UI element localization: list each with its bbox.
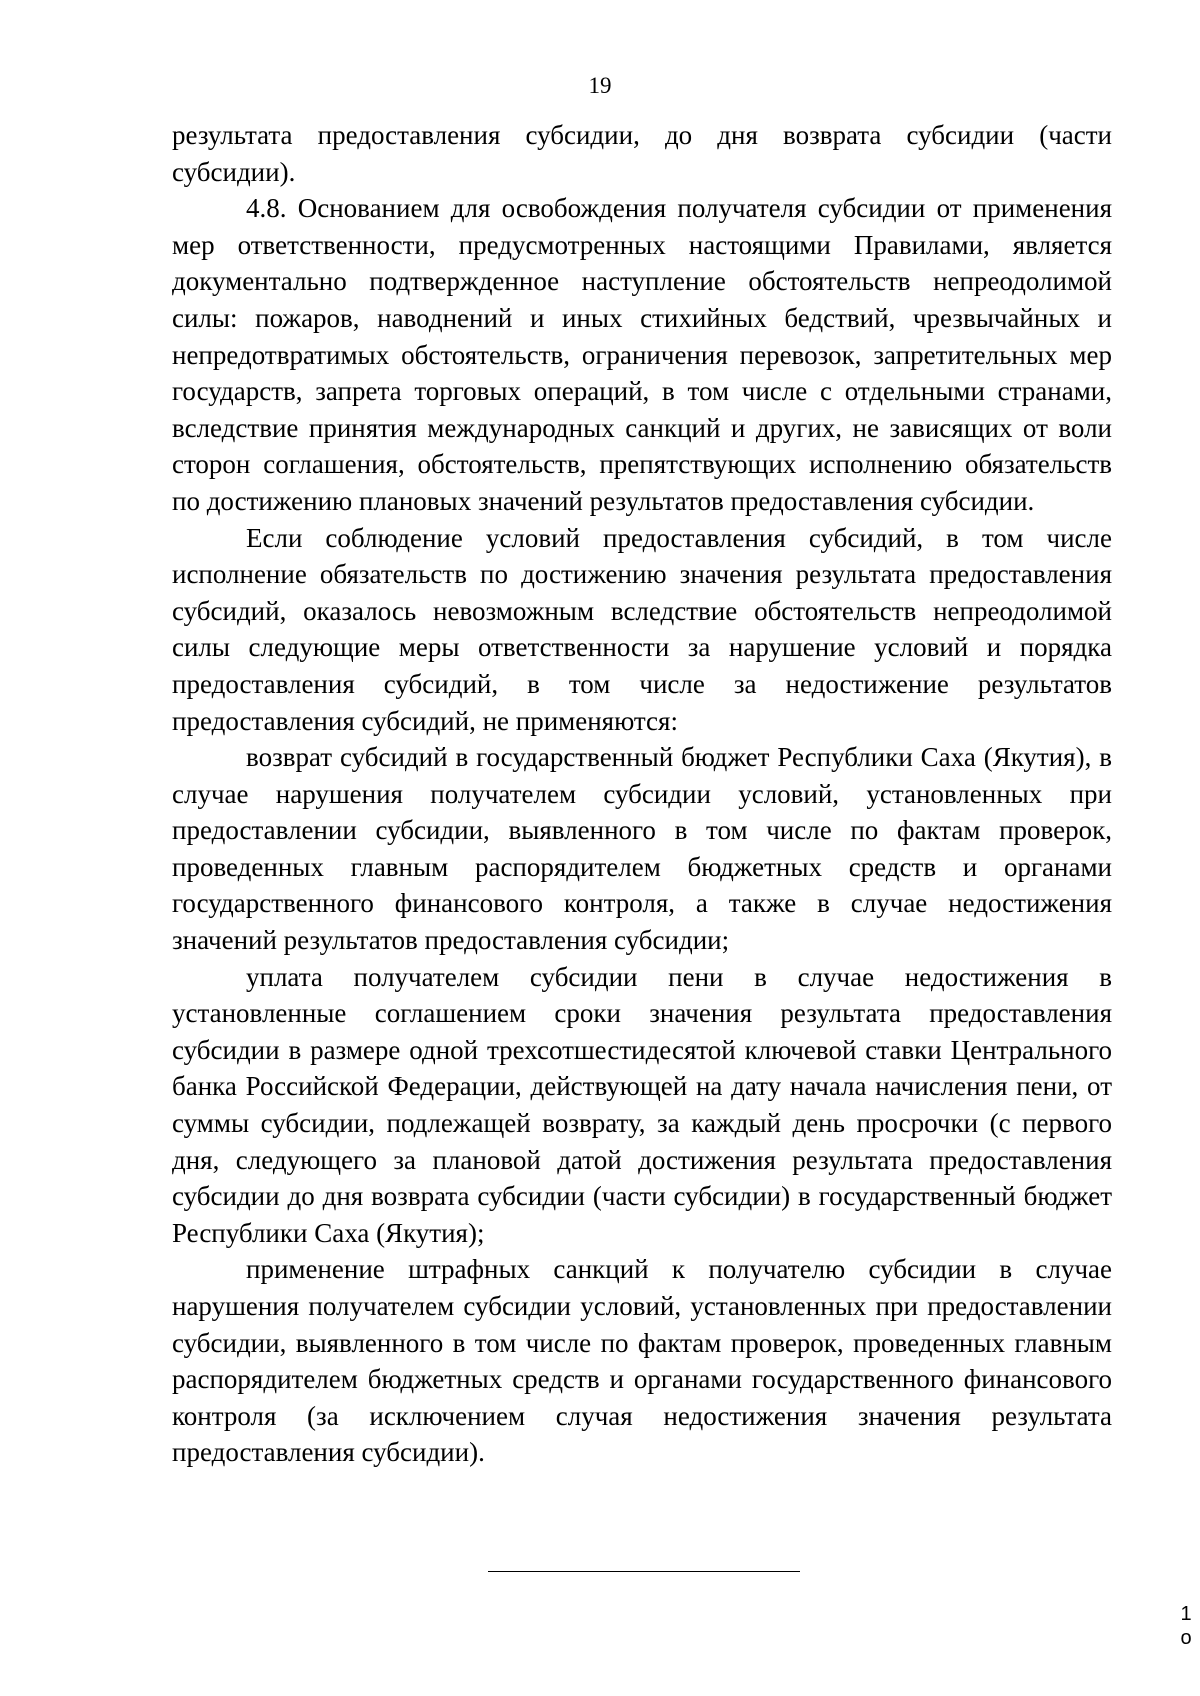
end-separator-line [488, 1571, 800, 1572]
paragraph-clause-4-8: 4.8. Основанием для освобождения получателя субсидии от применения мер ответственности, предусмотренных настоящими Правилами, является документально подтвержденное наступление обстоятельств непреодолимой силы: пожаров, наводнений и иных стихийных бедствий, чрезвычайных и непредотвратимых обстоятельств, ограничения перевозок, запретительных мер государств, запрета торговых операций, в том числе с отдельными странами, вследствие принятия международных санкций и других, не зависящих от воли сторон соглашения, обстоятельств, препятствующих исполнению обязательств по достижению плановых значений результатов предоставления субсидии. [172, 193, 1112, 516]
margin-mark: 1 о [1180, 1603, 1192, 1649]
document-body [172, 117, 1112, 1471]
paragraph-measure-penalty-interest: уплата получателем субсидии пени в случае недостижения в установленные соглашением сроки значения результата предоставления субсидии в размере одной трехсотшестидесятой ключевой ставки Центрального банка Российской Федерации, действующей на дату начала начисления пени, от суммы субсидии, подлежащей возврату, за каждый день просрочки (с первого дня, следующего за плановой датой достижения результата предоставления субсидии до дня возврата субсидии (части субсидии) в государственный бюджет Республики Саха (Якутия); [172, 961, 1112, 1248]
paragraph-continuation: результата предоставления субсидии, до дня возврата субсидии (части субсидии). [172, 120, 1112, 187]
paragraph-measure-fines: применение штрафных санкций к получателю субсидии в случае нарушения получателем субсидии условий, установленных при предоставлении субсидии, выявленного в том числе по фактам проверок, проведенных главным распорядителем бюджетных средств и органами государственного финансового контроля (за исключением случая недостижения значения результата предоставления субсидии). [172, 1254, 1112, 1468]
paragraph-force-majeure-conditions: Если соблюдение условий предоставления субсидий, в том числе исполнение обязательств по достижению значения результата предоставления субсидий, оказалось невозможным вследствие обстоятельств непреодолимой силы следующие меры ответственности за нарушение условий и порядка предоставления субсидий, в том числе за недостижение результатов предоставления субсидий, не применяются: [172, 522, 1112, 736]
paragraph-measure-refund: возврат субсидий в государственный бюджет Республики Саха (Якутия), в случае нарушения получателем субсидии условий, установленных при предоставлении субсидии, выявленного в том числе по фактам проверок, проведенных главным распорядителем бюджетных средств и органами государственного финансового контроля, а также в случае недостижения значений результатов предоставления субсидии; [172, 742, 1112, 956]
page-number: 19 [588, 73, 612, 98]
